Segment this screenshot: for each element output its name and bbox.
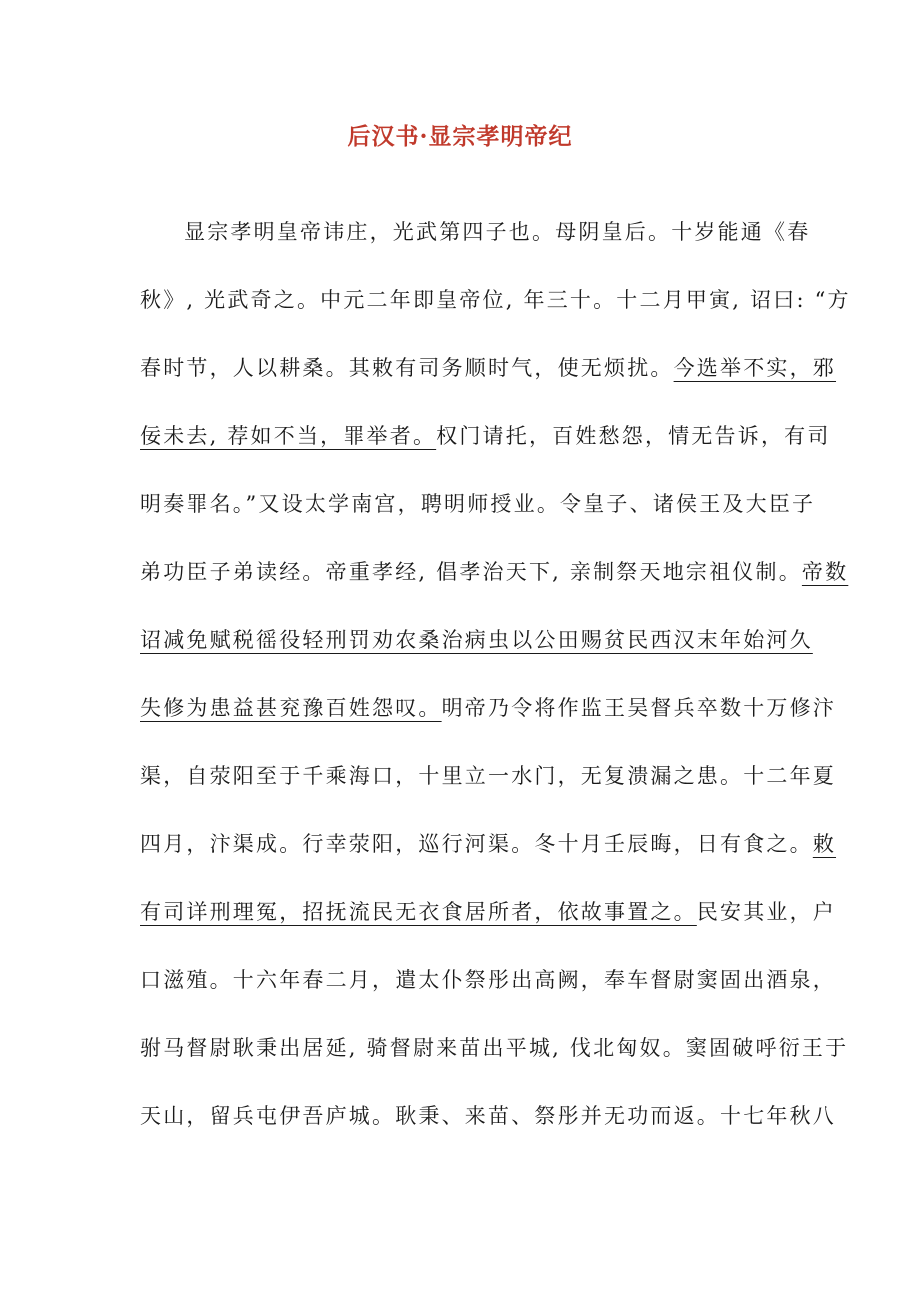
text-run: 口滋殖。十六年春二月，遣太仆祭彤出高阙，奉车督尉窦固出酒泉，: [140, 968, 836, 992]
text-line: [140, 620, 813, 688]
text-line: [140, 280, 851, 348]
text-line: [140, 824, 837, 892]
underlined-text-run: 失修为患益甚兖豫百姓怨叹。: [140, 696, 442, 720]
text-line: [140, 756, 836, 824]
text-run: 民安其业，户: [696, 900, 837, 924]
text-line: [140, 212, 811, 280]
text-run: 显宗孝明皇帝讳庄，光武第四子也。母阴皇后。十岁能通《春: [184, 220, 811, 244]
text-line: [140, 1096, 836, 1164]
underlined-text-run: 佞未去, 荐如不当，罪举者。: [140, 424, 437, 448]
text-line: [140, 348, 837, 416]
text-line: [140, 416, 831, 484]
text-run: 天山，留兵屯伊吾庐城。耿秉、来苗、祭彤并无功而返。十七年秋八: [140, 1104, 836, 1128]
underlined-text-run: 帝数: [801, 560, 849, 584]
text-run: 春时节，人以耕桑。其敕有司务顺时气，使无烦扰。: [140, 356, 674, 380]
text-run: 渠，自荥阳至于千乘海口，十里立一水门，无复溃漏之患。十二年夏: [140, 764, 836, 788]
text-line: [140, 484, 816, 552]
underlined-text-run: 今选举不实，邪: [673, 356, 837, 380]
text-run: 四月，汴渠成。行幸荥阳，巡行河渠。冬十月壬辰晦，日有食之。: [140, 832, 813, 856]
text-run: 驸马督尉耿秉出居延, 骑督尉来苗出平城, 伐北匈奴。窦固破呼衍王于: [140, 1036, 849, 1060]
text-run: 明帝乃令将作监王吴督兵卒数十万修汴: [441, 696, 837, 720]
underlined-text-run: 敕: [812, 832, 837, 856]
text-line: [140, 1028, 849, 1096]
text-line: [140, 552, 849, 620]
text-line: [140, 892, 837, 960]
text-run: 弟功臣子弟读经。帝重孝经, 倡孝治天下, 亲制祭天地宗祖仪制。: [140, 560, 802, 584]
text-run: 权门请托，百姓愁怨，情无告诉，有司: [436, 424, 831, 448]
underlined-text-run: 诏减免赋税徭役轻刑罚劝农桑治病虫以公田赐贫民西汉末年始河久: [140, 628, 813, 652]
text-line: [140, 960, 836, 1028]
text-line: [140, 688, 837, 756]
text-run: 秋》, 光武奇之。中元二年即皇帝位, 年三十。十二月甲寅, 诏曰: “方: [140, 288, 851, 312]
text-run: 明奏罪名。”又设太学南宫，聘明师授业。令皇子、诸侯王及大臣子: [140, 492, 816, 516]
document-title: 后汉书·显宗孝明帝纪: [347, 123, 573, 150]
underlined-text-run: 有司详刑理冤，招抚流民无衣食居所者，依故事置之。: [140, 900, 697, 924]
document-body: [140, 212, 851, 1164]
